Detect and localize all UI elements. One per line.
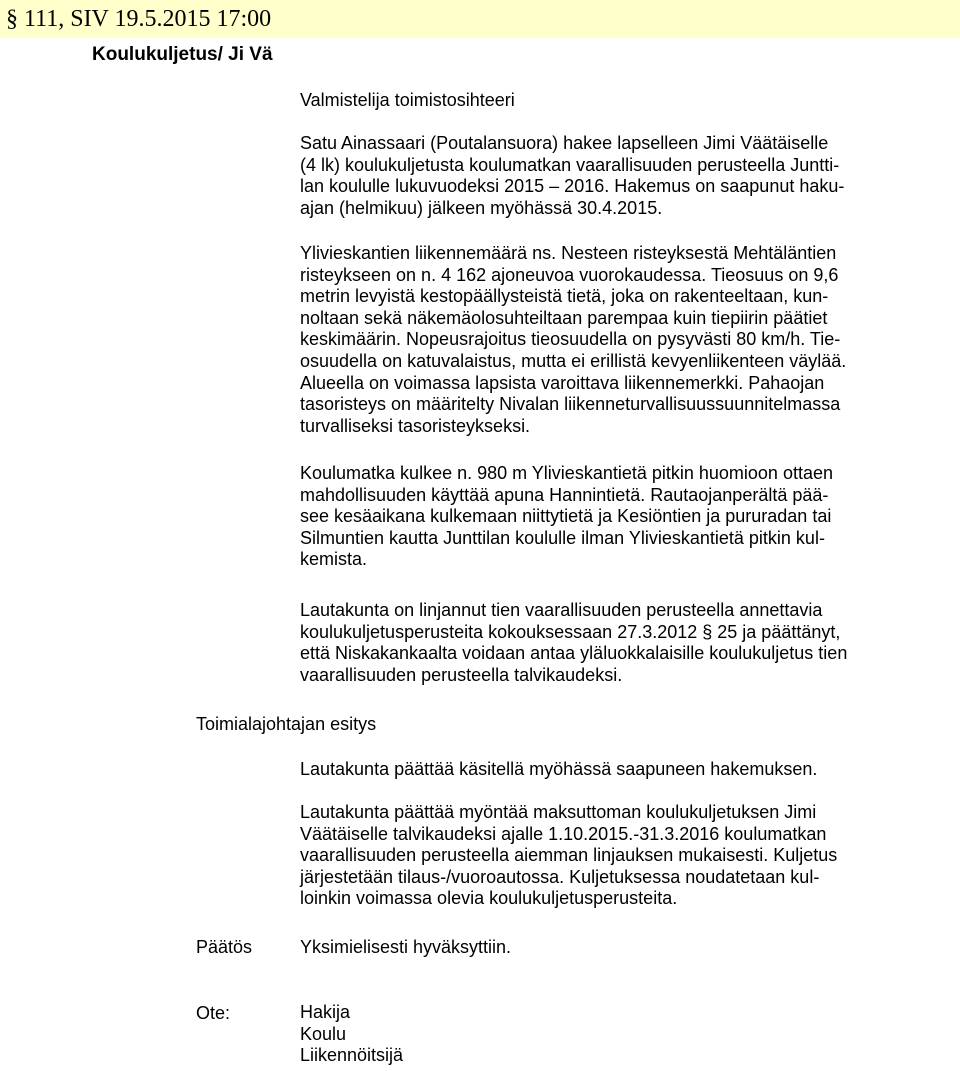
recipient: Liikennöitsijä bbox=[300, 1045, 404, 1066]
background-paragraph-3 bbox=[300, 463, 890, 571]
text-line: Lautakunta päättää käsitellä myöhässä saapuneen hakemuksen. bbox=[300, 759, 818, 779]
decision-label: Päätös bbox=[196, 937, 253, 957]
text-line: tasoristeys on määritelty Nivalan liikenneturvallisuussuunnitelmassa bbox=[300, 394, 841, 415]
preparer: Valmistelija toimistosihteeri bbox=[300, 90, 515, 110]
copies-label: Ote: bbox=[196, 1003, 231, 1023]
text-line: vaarallisuuden perusteella talvikaudeksi. bbox=[300, 664, 623, 685]
text-line: noltaan sekä näkemäolosuhteiltaan parempaa kuin tiepiirin päätiet bbox=[300, 307, 828, 328]
text-line: Koulumatka kulkee n. 980 m Ylivieskantietä pitkin huomioon ottaen bbox=[300, 463, 833, 483]
text-line: risteykseen on n. 4 162 ajoneuvoa vuorokaudessa. Tieosuus on 9,6 bbox=[300, 264, 839, 285]
text-line: see kesäaikana kulkemaan niittytietä ja Kesiöntien ja pururadan tai bbox=[300, 506, 832, 527]
section-header: § 111, SIV 19.5.2015 17:00 bbox=[6, 6, 272, 32]
text-line: (4 lk) koulukuljetusta koulumatkan vaarallisuuden perusteella Juntti- bbox=[300, 154, 840, 175]
recipient: Koulu bbox=[300, 1023, 347, 1044]
proposal-paragraph-2 bbox=[300, 802, 890, 910]
text-line: keskimäärin. Nopeusrajoitus tieosuudella on pysyvästi 80 km/h. Tie- bbox=[300, 329, 841, 350]
text-line: mahdollisuuden käyttää apuna Hannintietä. Rautaojanperältä pää- bbox=[300, 484, 829, 505]
text-line: lan koululle lukuvuodeksi 2015 – 2016. Hakemus on saapunut haku- bbox=[300, 176, 845, 197]
text-line: Silmuntien kautta Junttilan koululle ilman Ylivieskantietä pitkin kul- bbox=[300, 527, 825, 548]
text-line: ajan (helmikuu) jälkeen myöhässä 30.4.2015. bbox=[300, 197, 663, 218]
proposal-label: Toimialajohtajan esitys bbox=[196, 714, 377, 734]
background-paragraph-1 bbox=[300, 133, 890, 219]
text-line: Alueella on voimassa lapsista varoittava liikennemerkki. Pahaojan bbox=[300, 372, 825, 393]
text-line: että Niskakankaalta voidaan antaa yläluokkalaisille koulukuljetus tien bbox=[300, 643, 848, 664]
text-line: järjestetään tilaus-/vuoroautossa. Kuljetuksessa noudatetaan kul- bbox=[300, 866, 820, 887]
background-paragraph-2 bbox=[300, 243, 890, 437]
text-line: metrin levyistä kestopäällysteistä tietä, joka on rakenteeltaan, kun- bbox=[300, 286, 829, 307]
text-line: vaarallisuuden perusteella aiemman linjauksen mukaisesti. Kuljetus bbox=[300, 845, 838, 866]
proposal-paragraph-1 bbox=[300, 759, 890, 781]
text-line: Lautakunta on linjannut tien vaarallisuuden perusteella annettavia bbox=[300, 600, 823, 620]
text-line: Satu Ainassaari (Poutalansuora) hakee lapselleen Jimi Väätäiselle bbox=[300, 133, 829, 153]
copies-recipients bbox=[300, 1002, 890, 1067]
text-line: osuudella on katuvalaistus, mutta ei erillistä kevyenliikenteen väylää. bbox=[300, 350, 847, 371]
text-line: kemista. bbox=[300, 549, 368, 570]
decision-text: Yksimielisesti hyväksyttiin. bbox=[300, 937, 512, 957]
text-line: Väätäiselle talvikaudeksi ajalle 1.10.2015.-31.3.2016 koulumatkan bbox=[300, 823, 827, 844]
text-line: Ylivieskantien liikennemäärä ns. Nesteen risteyksestä Mehtäläntien bbox=[300, 243, 837, 263]
background-paragraph-4 bbox=[300, 600, 890, 686]
text-line: turvalliseksi tasoristeykseksi. bbox=[300, 415, 531, 436]
recipient: Hakija bbox=[300, 1002, 351, 1022]
text-line: koulukuljetusperusteita kokouksessaan 27.3.2012 § 25 ja päättänyt, bbox=[300, 621, 841, 642]
text-line: loinkin voimassa olevia koulukuljetusperusteita. bbox=[300, 888, 678, 909]
subject-title: Koulukuljetus/ Ji Vä bbox=[92, 44, 273, 65]
text-line: Lautakunta päättää myöntää maksuttoman koulukuljetuksen Jimi bbox=[300, 802, 817, 822]
